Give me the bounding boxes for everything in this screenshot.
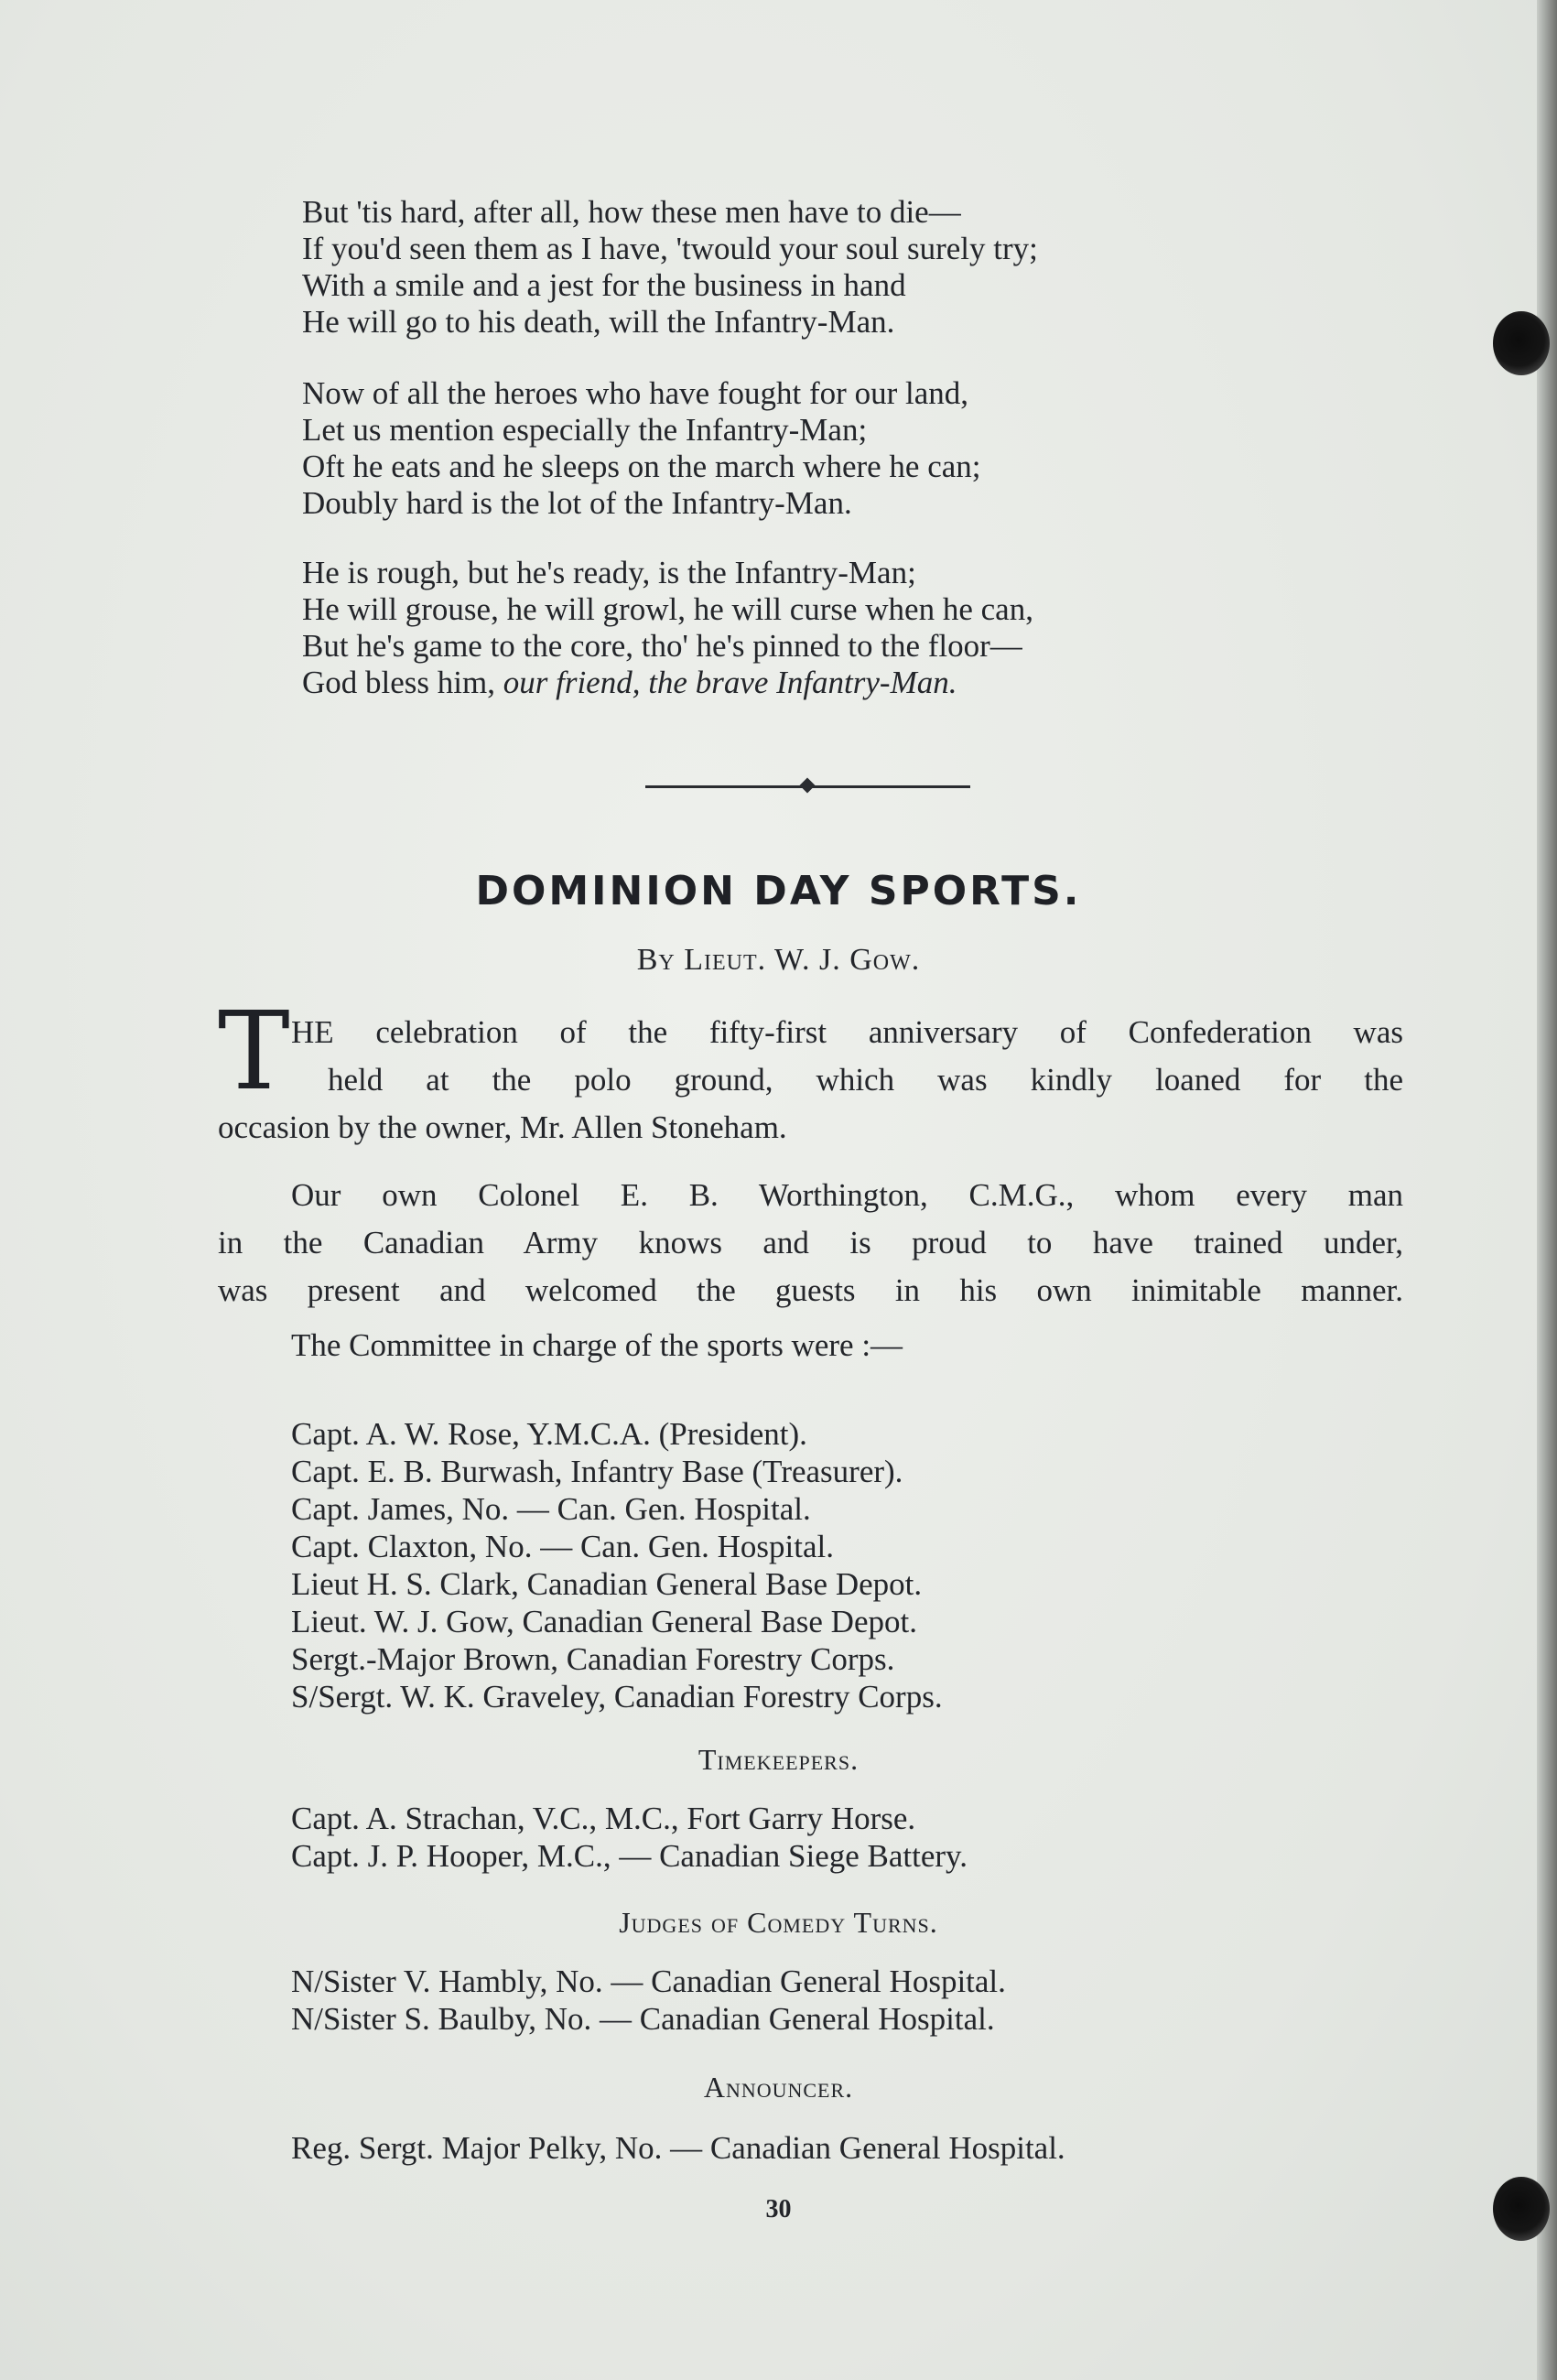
list-item: Capt. James, No. — Can. Gen. Hospital. bbox=[291, 1491, 811, 1527]
list-item: Capt. A. Strachan, V.C., M.C., Fort Garry Horse. bbox=[291, 1801, 916, 1836]
poem-line: Now of all the heroes who have fought for our land, bbox=[302, 375, 968, 411]
paragraph-3 bbox=[218, 1322, 1403, 1369]
poem-line: Doubly hard is the lot of the Infantry-Man. bbox=[302, 485, 852, 521]
paragraph-line: occasion by the owner, Mr. Allen Stoneham. bbox=[218, 1109, 787, 1145]
poem-stanza-1 bbox=[302, 194, 1355, 341]
poem-line: But he's game to the core, tho' he's pinned to the floor— bbox=[302, 628, 1022, 664]
page-number: 30 bbox=[765, 2195, 792, 2223]
poem-stanza-3 bbox=[302, 555, 1355, 701]
poem-final-italic: our friend, the brave Infantry-Man. bbox=[503, 665, 957, 700]
poem-line: He will go to his death, will the Infantry-Man. bbox=[302, 304, 895, 340]
poem-line: But 'tis hard, after all, how these men have to die— bbox=[302, 194, 961, 230]
poem-line: Let us mention especially the Infantry-Man; bbox=[302, 412, 868, 448]
article-byline: By Lieut. W. J. Gow. bbox=[636, 943, 921, 977]
list-item: Capt. E. B. Burwash, Infantry Base (Treasurer). bbox=[291, 1454, 903, 1489]
list-item: Reg. Sergt. Major Pelky, No. — Canadian General Hospital. bbox=[291, 2130, 1065, 2166]
paragraph-line: Our own Colonel E. B. Worthington, C.M.G., whom every man bbox=[291, 1177, 1403, 1213]
paragraph-line: HE celebration of the fifty-first anniversary of Confederation was bbox=[291, 1014, 1403, 1050]
poem-final-line bbox=[302, 665, 1355, 701]
drop-cap: T bbox=[218, 988, 290, 1114]
timekeepers-heading: Timekeepers. bbox=[697, 1743, 860, 1776]
list-item: Capt. A. W. Rose, Y.M.C.A. (President). bbox=[291, 1416, 807, 1452]
poem-line: He will grouse, he will growl, he will curse when he can, bbox=[302, 591, 1033, 627]
judges-list bbox=[291, 1963, 1389, 2038]
announcer-list bbox=[291, 2129, 1389, 2167]
list-item: Lieut. W. J. Gow, Canadian General Base Depot. bbox=[291, 1604, 917, 1639]
list-item: Sergt.-Major Brown, Canadian Forestry Corps. bbox=[291, 1641, 895, 1677]
poem-stanza-2 bbox=[302, 375, 1355, 522]
timekeepers-list bbox=[291, 1800, 1389, 1875]
paragraph-line: held at the polo ground, which was kindly loaned for the bbox=[328, 1062, 1403, 1098]
poem-final-prefix: God bless him, bbox=[302, 665, 503, 700]
announcer-heading: Announcer. bbox=[703, 2071, 854, 2104]
punch-hole-top bbox=[1493, 311, 1550, 375]
list-item: S/Sergt. W. K. Graveley, Canadian Forestry Corps. bbox=[291, 1679, 943, 1715]
judges-heading: Judges of Comedy Turns. bbox=[619, 1906, 938, 1939]
paragraph-line: The Committee in charge of the sports were :— bbox=[291, 1327, 903, 1363]
list-item: Lieut H. S. Clark, Canadian General Base Depot. bbox=[291, 1566, 923, 1602]
paragraph-line: in the Canadian Army knows and is proud to have trained under, bbox=[218, 1225, 1403, 1260]
list-item: N/Sister V. Hambly, No. — Canadian General Hospital. bbox=[291, 1964, 1006, 1999]
poem-line: He is rough, but he's ready, is the Infantry-Man; bbox=[302, 555, 916, 590]
paragraph-line: was present and welcomed the guests in his own inimitable manner. bbox=[218, 1272, 1403, 1308]
poem-line: Oft he eats and he sleeps on the march where he can; bbox=[302, 449, 981, 484]
paragraph-1 bbox=[218, 1009, 1403, 1152]
list-item: Capt. J. P. Hooper, M.C., — Canadian Siege Battery. bbox=[291, 1838, 968, 1874]
list-item: N/Sister S. Baulby, No. — Canadian General Hospital. bbox=[291, 2001, 995, 2037]
divider-ornament-icon bbox=[800, 778, 816, 794]
poem-line: If you'd seen them as I have, 'twould your soul surely try; bbox=[302, 231, 1038, 266]
article-title: DOMINION DAY SPORTS. bbox=[475, 868, 1082, 914]
paragraph-2 bbox=[218, 1172, 1403, 1314]
list-item: Capt. Claxton, No. — Can. Gen. Hospital. bbox=[291, 1529, 835, 1564]
committee-list bbox=[291, 1415, 1389, 1715]
poem-line: With a smile and a jest for the business in hand bbox=[302, 267, 906, 303]
